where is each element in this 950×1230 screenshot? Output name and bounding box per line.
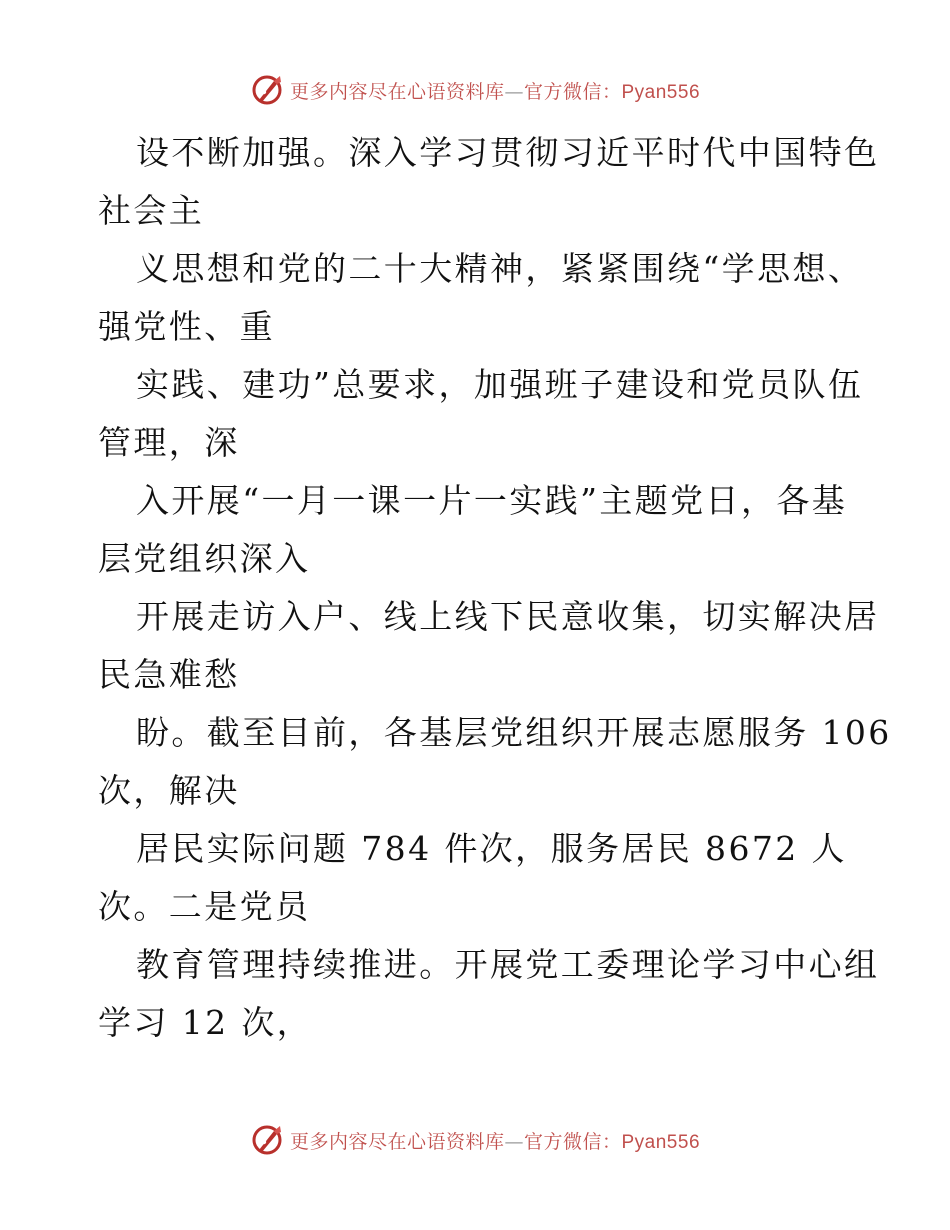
watermark-text xyxy=(290,77,700,104)
text-line: 设不断加强。深入学习贯彻习近平时代中国特色 xyxy=(136,133,880,172)
text-line: 社会主 xyxy=(98,191,205,230)
text-line: 教育管理持续推进。开展党工委理论学习中心组 xyxy=(136,945,880,984)
text-line: 居民实际问题 784 件次，服务居民 8672 人 xyxy=(136,829,847,868)
text-line: 次，解决 xyxy=(98,771,240,810)
text-line: 义思想和党的二十大精神，紧紧围绕“学思想、 xyxy=(136,249,864,288)
watermark-text xyxy=(290,1127,700,1154)
text-line: 盼。截至目前，各基层党组织开展志愿服务 106 xyxy=(136,713,892,752)
header-watermark xyxy=(0,70,950,110)
watermark-wechat-id: Pyan556 xyxy=(621,1131,701,1153)
watermark-site: 更多内容尽在心语资料库 xyxy=(289,80,505,103)
text-line: 入开展“一月一课一片一实践”主题党日，各基 xyxy=(136,481,848,520)
text-line: 次。二是党员 xyxy=(98,887,311,926)
text-line: 层党组织深入 xyxy=(98,539,311,578)
text-line: 学习 12 次， xyxy=(98,1003,313,1042)
text-line: 实践、建功”总要求，加强班子建设和党员队伍 xyxy=(136,365,864,404)
watermark-wechat-id: Pyan556 xyxy=(621,81,701,103)
quill-pen-logo-icon xyxy=(250,73,284,107)
text-line: 民急难愁 xyxy=(98,655,240,694)
watermark-wechat-label: 官方微信： xyxy=(523,1130,622,1153)
watermark-dash: — xyxy=(504,80,524,103)
footer-watermark xyxy=(0,1120,950,1160)
watermark-site: 更多内容尽在心语资料库 xyxy=(289,1130,505,1153)
watermark-wechat-label: 官方微信： xyxy=(523,80,622,103)
text-line: 强党性、重 xyxy=(98,307,275,346)
watermark-dash: — xyxy=(504,1130,524,1153)
text-line: 开展走访入户、线上线下民意收集，切实解决居 xyxy=(136,597,880,636)
text-line: 管理，深 xyxy=(98,423,240,462)
quill-pen-logo-icon xyxy=(250,1123,284,1157)
document-body xyxy=(98,124,892,1052)
